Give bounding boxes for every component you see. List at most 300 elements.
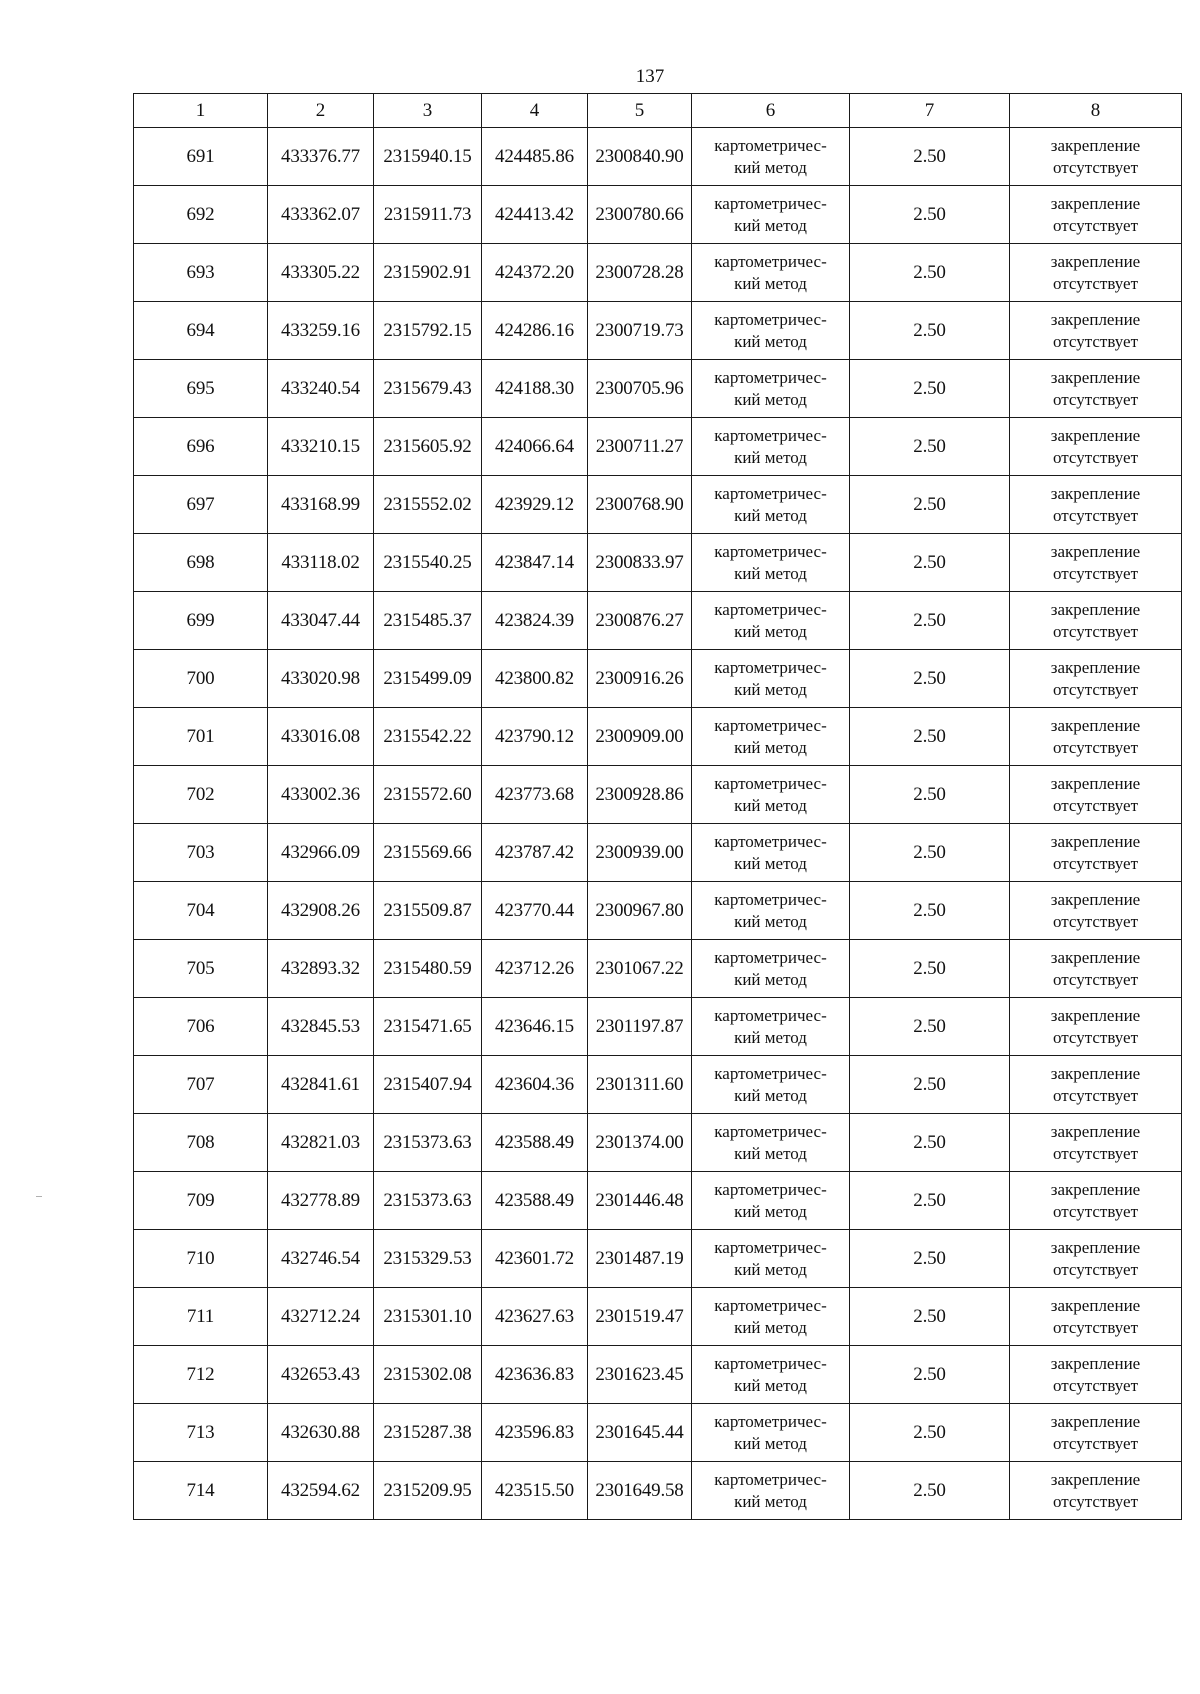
point-number-cell: 707 [134, 1056, 268, 1114]
coordinate-cell-4: 423787.42 [482, 824, 588, 882]
header-cell-3: 3 [374, 94, 482, 128]
method-line-1: картометричес- [714, 1353, 827, 1373]
header-cell-2: 2 [268, 94, 374, 128]
coordinate-cell-3: 2315542.22 [374, 708, 482, 766]
table-row [134, 1462, 1182, 1520]
fixation-line-1: закрепление [1050, 367, 1141, 387]
method-line-1: картометричес- [714, 1469, 827, 1489]
method-cell [692, 534, 850, 592]
table-row [134, 476, 1182, 534]
point-number-cell: 693 [134, 244, 268, 302]
header-row [134, 94, 1182, 128]
method-cell [692, 360, 850, 418]
fixation-line-2: отсутствует [1052, 1491, 1139, 1511]
method-cell [692, 186, 850, 244]
coordinate-cell-3: 2315569.66 [374, 824, 482, 882]
coordinate-cell-5: 2301623.45 [588, 1346, 692, 1404]
coordinate-cell-5: 2300916.26 [588, 650, 692, 708]
coordinate-cell-5: 2300967.80 [588, 882, 692, 940]
method-cell [692, 1114, 850, 1172]
coordinate-cell-5: 2300728.28 [588, 244, 692, 302]
coordinate-cell-3: 2315552.02 [374, 476, 482, 534]
accuracy-cell: 2.50 [850, 1230, 1010, 1288]
fixation-cell [1010, 244, 1182, 302]
method-cell [692, 998, 850, 1056]
scan-mark [36, 1196, 42, 1197]
coordinate-cell-2: 432908.26 [268, 882, 374, 940]
coordinate-cell-3: 2315540.25 [374, 534, 482, 592]
fixation-cell [1010, 360, 1182, 418]
method-line-1: картометричес- [714, 309, 827, 329]
coordinate-cell-5: 2301519.47 [588, 1288, 692, 1346]
coordinate-cell-4: 423646.15 [482, 998, 588, 1056]
point-number-cell: 708 [134, 1114, 268, 1172]
coordinate-cell-4: 423636.83 [482, 1346, 588, 1404]
fixation-cell [1010, 650, 1182, 708]
method-cell [692, 708, 850, 766]
fixation-line-1: закрепление [1050, 425, 1141, 445]
fixation-line-1: закрепление [1050, 831, 1141, 851]
method-line-2: кий метод [734, 331, 807, 351]
table-row [134, 998, 1182, 1056]
coordinate-cell-4: 423604.36 [482, 1056, 588, 1114]
coordinate-cell-3: 2315407.94 [374, 1056, 482, 1114]
coordinate-cell-2: 432712.24 [268, 1288, 374, 1346]
coordinate-cell-3: 2315287.38 [374, 1404, 482, 1462]
coordinates-table [133, 93, 1182, 1520]
fixation-line-2: отсутствует [1052, 1259, 1139, 1279]
fixation-cell [1010, 708, 1182, 766]
coordinate-cell-5: 2301311.60 [588, 1056, 692, 1114]
accuracy-cell: 2.50 [850, 128, 1010, 186]
method-line-1: картометричес- [714, 773, 827, 793]
coordinate-cell-5: 2301645.44 [588, 1404, 692, 1462]
fixation-cell [1010, 186, 1182, 244]
method-line-1: картометричес- [714, 831, 827, 851]
fixation-line-2: отсутствует [1052, 969, 1139, 989]
point-number-cell: 702 [134, 766, 268, 824]
coordinate-cell-2: 432845.53 [268, 998, 374, 1056]
method-cell [692, 940, 850, 998]
fixation-line-2: отсутствует [1052, 621, 1139, 641]
coordinate-cell-5: 2301487.19 [588, 1230, 692, 1288]
method-line-1: картометричес- [714, 947, 827, 967]
coordinate-cell-5: 2300840.90 [588, 128, 692, 186]
fixation-line-1: закрепление [1050, 135, 1141, 155]
method-cell [692, 1404, 850, 1462]
method-cell [692, 824, 850, 882]
method-line-2: кий метод [734, 1317, 807, 1337]
accuracy-cell: 2.50 [850, 186, 1010, 244]
point-number-cell: 697 [134, 476, 268, 534]
fixation-line-1: закрепление [1050, 1237, 1141, 1257]
fixation-line-2: отсутствует [1052, 679, 1139, 699]
coordinate-cell-2: 432594.62 [268, 1462, 374, 1520]
method-line-2: кий метод [734, 1433, 807, 1453]
accuracy-cell: 2.50 [850, 1346, 1010, 1404]
coordinate-cell-3: 2315485.37 [374, 592, 482, 650]
fixation-cell [1010, 766, 1182, 824]
method-line-2: кий метод [734, 795, 807, 815]
accuracy-cell: 2.50 [850, 592, 1010, 650]
method-line-2: кий метод [734, 1259, 807, 1279]
coordinate-cell-2: 433002.36 [268, 766, 374, 824]
method-line-2: кий метод [734, 1201, 807, 1221]
fixation-cell [1010, 824, 1182, 882]
coordinate-cell-4: 424066.64 [482, 418, 588, 476]
point-number-cell: 691 [134, 128, 268, 186]
point-number-cell: 694 [134, 302, 268, 360]
accuracy-cell: 2.50 [850, 1404, 1010, 1462]
method-line-1: картометричес- [714, 657, 827, 677]
coordinate-cell-2: 433259.16 [268, 302, 374, 360]
coordinate-cell-2: 433305.22 [268, 244, 374, 302]
coordinate-cell-4: 423588.49 [482, 1114, 588, 1172]
accuracy-cell: 2.50 [850, 476, 1010, 534]
point-number-cell: 710 [134, 1230, 268, 1288]
point-number-cell: 701 [134, 708, 268, 766]
coordinate-cell-5: 2300876.27 [588, 592, 692, 650]
fixation-line-1: закрепление [1050, 773, 1141, 793]
coordinate-cell-4: 424485.86 [482, 128, 588, 186]
method-cell [692, 1288, 850, 1346]
coordinate-cell-2: 432653.43 [268, 1346, 374, 1404]
method-cell [692, 1172, 850, 1230]
fixation-cell [1010, 476, 1182, 534]
table-row [134, 708, 1182, 766]
point-number-cell: 706 [134, 998, 268, 1056]
method-cell [692, 418, 850, 476]
point-number-cell: 692 [134, 186, 268, 244]
method-line-1: картометричес- [714, 483, 827, 503]
table-row [134, 592, 1182, 650]
coordinate-cell-5: 2301197.87 [588, 998, 692, 1056]
method-cell [692, 1056, 850, 1114]
accuracy-cell: 2.50 [850, 1056, 1010, 1114]
point-number-cell: 709 [134, 1172, 268, 1230]
point-number-cell: 698 [134, 534, 268, 592]
method-cell [692, 1230, 850, 1288]
accuracy-cell: 2.50 [850, 1114, 1010, 1172]
method-line-2: кий метод [734, 157, 807, 177]
coordinate-cell-4: 423596.83 [482, 1404, 588, 1462]
point-number-cell: 712 [134, 1346, 268, 1404]
coordinate-cell-3: 2315373.63 [374, 1172, 482, 1230]
point-number-cell: 700 [134, 650, 268, 708]
coordinate-cell-5: 2300705.96 [588, 360, 692, 418]
fixation-line-1: закрепление [1050, 541, 1141, 561]
coordinate-cell-2: 433168.99 [268, 476, 374, 534]
fixation-line-2: отсутствует [1052, 1143, 1139, 1163]
coordinate-cell-5: 2300711.27 [588, 418, 692, 476]
coordinate-cell-5: 2300833.97 [588, 534, 692, 592]
fixation-line-2: отсутствует [1052, 157, 1139, 177]
coordinate-cell-4: 423773.68 [482, 766, 588, 824]
accuracy-cell: 2.50 [850, 650, 1010, 708]
coordinate-cell-2: 432966.09 [268, 824, 374, 882]
table-row [134, 824, 1182, 882]
coordinate-cell-4: 423627.63 [482, 1288, 588, 1346]
method-line-2: кий метод [734, 1027, 807, 1047]
coordinate-cell-4: 424188.30 [482, 360, 588, 418]
fixation-line-2: отсутствует [1052, 1085, 1139, 1105]
coordinate-cell-2: 432746.54 [268, 1230, 374, 1288]
table-row [134, 244, 1182, 302]
coordinate-cell-4: 424372.20 [482, 244, 588, 302]
method-line-2: кий метод [734, 853, 807, 873]
fixation-line-2: отсутствует [1052, 1027, 1139, 1047]
fixation-line-1: закрепление [1050, 309, 1141, 329]
accuracy-cell: 2.50 [850, 418, 1010, 476]
method-line-2: кий метод [734, 1085, 807, 1105]
method-line-2: кий метод [734, 737, 807, 757]
method-cell [692, 882, 850, 940]
coordinate-cell-5: 2301649.58 [588, 1462, 692, 1520]
method-line-2: кий метод [734, 621, 807, 641]
table-row [134, 534, 1182, 592]
coordinate-cell-4: 423515.50 [482, 1462, 588, 1520]
fixation-line-1: закрепление [1050, 1295, 1141, 1315]
coordinate-cell-3: 2315499.09 [374, 650, 482, 708]
point-number-cell: 714 [134, 1462, 268, 1520]
method-cell [692, 592, 850, 650]
method-line-2: кий метод [734, 215, 807, 235]
coordinate-cell-2: 432630.88 [268, 1404, 374, 1462]
method-line-1: картометричес- [714, 1179, 827, 1199]
fixation-cell [1010, 302, 1182, 360]
method-line-2: кий метод [734, 1143, 807, 1163]
coordinate-cell-4: 423847.14 [482, 534, 588, 592]
point-number-cell: 713 [134, 1404, 268, 1462]
coordinate-cell-2: 433016.08 [268, 708, 374, 766]
method-cell [692, 476, 850, 534]
table-row [134, 1230, 1182, 1288]
accuracy-cell: 2.50 [850, 766, 1010, 824]
coordinate-cell-3: 2315792.15 [374, 302, 482, 360]
header-cell-8: 8 [1010, 94, 1182, 128]
fixation-line-2: отсутствует [1052, 737, 1139, 757]
coordinate-cell-5: 2301374.00 [588, 1114, 692, 1172]
coordinate-cell-5: 2300909.00 [588, 708, 692, 766]
fixation-line-1: закрепление [1050, 715, 1141, 735]
coordinate-cell-4: 423712.26 [482, 940, 588, 998]
fixation-line-2: отсутствует [1052, 447, 1139, 467]
fixation-cell [1010, 1462, 1182, 1520]
fixation-cell [1010, 1056, 1182, 1114]
table-row [134, 940, 1182, 998]
method-cell [692, 302, 850, 360]
point-number-cell: 699 [134, 592, 268, 650]
coordinate-cell-3: 2315329.53 [374, 1230, 482, 1288]
fixation-line-1: закрепление [1050, 251, 1141, 271]
accuracy-cell: 2.50 [850, 1288, 1010, 1346]
coordinate-cell-4: 423770.44 [482, 882, 588, 940]
fixation-cell [1010, 940, 1182, 998]
method-line-2: кий метод [734, 389, 807, 409]
method-line-2: кий метод [734, 1491, 807, 1511]
coordinate-cell-5: 2300939.00 [588, 824, 692, 882]
coordinate-cell-3: 2315902.91 [374, 244, 482, 302]
accuracy-cell: 2.50 [850, 360, 1010, 418]
table-row [134, 302, 1182, 360]
fixation-line-2: отсутствует [1052, 331, 1139, 351]
coordinate-cell-5: 2301067.22 [588, 940, 692, 998]
accuracy-cell: 2.50 [850, 1172, 1010, 1230]
coordinate-cell-3: 2315471.65 [374, 998, 482, 1056]
method-cell [692, 1462, 850, 1520]
coordinate-cell-2: 432841.61 [268, 1056, 374, 1114]
coordinate-cell-4: 424286.16 [482, 302, 588, 360]
table-row [134, 418, 1182, 476]
method-cell [692, 244, 850, 302]
fixation-line-2: отсутствует [1052, 853, 1139, 873]
coordinate-cell-2: 433362.07 [268, 186, 374, 244]
coordinate-cell-3: 2315373.63 [374, 1114, 482, 1172]
coordinate-cell-5: 2300768.90 [588, 476, 692, 534]
fixation-line-1: закрепление [1050, 889, 1141, 909]
fixation-line-1: закрепление [1050, 1121, 1141, 1141]
method-line-1: картометричес- [714, 1121, 827, 1141]
method-line-2: кий метод [734, 679, 807, 699]
fixation-cell [1010, 1346, 1182, 1404]
method-line-1: картометричес- [714, 1237, 827, 1257]
method-cell [692, 128, 850, 186]
point-number-cell: 705 [134, 940, 268, 998]
fixation-cell [1010, 418, 1182, 476]
fixation-line-1: закрепление [1050, 1353, 1141, 1373]
method-line-1: картометричес- [714, 425, 827, 445]
coordinate-cell-2: 432778.89 [268, 1172, 374, 1230]
coordinate-cell-4: 423929.12 [482, 476, 588, 534]
table-row [134, 766, 1182, 824]
coordinate-cell-3: 2315679.43 [374, 360, 482, 418]
method-line-2: кий метод [734, 447, 807, 467]
coordinate-cell-2: 432893.32 [268, 940, 374, 998]
fixation-cell [1010, 1404, 1182, 1462]
table-row [134, 1114, 1182, 1172]
point-number-cell: 704 [134, 882, 268, 940]
method-line-1: картометричес- [714, 251, 827, 271]
method-line-2: кий метод [734, 911, 807, 931]
method-cell [692, 766, 850, 824]
fixation-line-2: отсутствует [1052, 795, 1139, 815]
header-cell-7: 7 [850, 94, 1010, 128]
fixation-line-2: отсутствует [1052, 1433, 1139, 1453]
accuracy-cell: 2.50 [850, 244, 1010, 302]
coordinate-cell-5: 2300719.73 [588, 302, 692, 360]
table-row [134, 1404, 1182, 1462]
coordinate-cell-3: 2315480.59 [374, 940, 482, 998]
header-cell-5: 5 [588, 94, 692, 128]
method-line-1: картометричес- [714, 1063, 827, 1083]
accuracy-cell: 2.50 [850, 998, 1010, 1056]
table-header [134, 94, 1182, 128]
coordinate-cell-4: 423601.72 [482, 1230, 588, 1288]
fixation-cell [1010, 592, 1182, 650]
table-row [134, 1288, 1182, 1346]
accuracy-cell: 2.50 [850, 302, 1010, 360]
fixation-line-2: отсутствует [1052, 1201, 1139, 1221]
accuracy-cell: 2.50 [850, 708, 1010, 766]
fixation-line-1: закрепление [1050, 657, 1141, 677]
coordinate-cell-4: 423800.82 [482, 650, 588, 708]
method-line-1: картометричес- [714, 599, 827, 619]
accuracy-cell: 2.50 [850, 940, 1010, 998]
point-number-cell: 696 [134, 418, 268, 476]
coordinate-cell-5: 2300780.66 [588, 186, 692, 244]
fixation-cell [1010, 534, 1182, 592]
coordinate-cell-2: 433240.54 [268, 360, 374, 418]
accuracy-cell: 2.50 [850, 824, 1010, 882]
fixation-line-2: отсутствует [1052, 1375, 1139, 1395]
method-line-1: картометричес- [714, 715, 827, 735]
table-row [134, 1056, 1182, 1114]
method-line-1: картометричес- [714, 1295, 827, 1315]
point-number-cell: 703 [134, 824, 268, 882]
method-line-2: кий метод [734, 505, 807, 525]
method-line-2: кий метод [734, 273, 807, 293]
table-row [134, 186, 1182, 244]
coordinate-cell-2: 433118.02 [268, 534, 374, 592]
table-row [134, 128, 1182, 186]
method-line-2: кий метод [734, 969, 807, 989]
accuracy-cell: 2.50 [850, 1462, 1010, 1520]
coordinate-cell-4: 423588.49 [482, 1172, 588, 1230]
table-row [134, 1346, 1182, 1404]
coordinate-cell-3: 2315940.15 [374, 128, 482, 186]
fixation-cell [1010, 1114, 1182, 1172]
point-number-cell: 711 [134, 1288, 268, 1346]
coordinate-cell-2: 432821.03 [268, 1114, 374, 1172]
coordinate-cell-3: 2315572.60 [374, 766, 482, 824]
coordinate-cell-3: 2315209.95 [374, 1462, 482, 1520]
method-line-1: картометричес- [714, 135, 827, 155]
table-row [134, 650, 1182, 708]
method-line-1: картометричес- [714, 541, 827, 561]
table-row [134, 1172, 1182, 1230]
table-row [134, 360, 1182, 418]
fixation-line-2: отсутствует [1052, 1317, 1139, 1337]
coordinate-cell-4: 423824.39 [482, 592, 588, 650]
coordinate-cell-2: 433047.44 [268, 592, 374, 650]
method-line-1: картометричес- [714, 889, 827, 909]
method-cell [692, 650, 850, 708]
method-line-2: кий метод [734, 1375, 807, 1395]
fixation-line-1: закрепление [1050, 483, 1141, 503]
fixation-line-1: закрепление [1050, 599, 1141, 619]
coordinate-cell-2: 433020.98 [268, 650, 374, 708]
coordinate-cell-3: 2315301.10 [374, 1288, 482, 1346]
coordinate-cell-3: 2315302.08 [374, 1346, 482, 1404]
coordinate-cell-4: 423790.12 [482, 708, 588, 766]
header-cell-4: 4 [482, 94, 588, 128]
point-number-cell: 695 [134, 360, 268, 418]
fixation-line-2: отсутствует [1052, 389, 1139, 409]
fixation-line-1: закрепление [1050, 947, 1141, 967]
coordinate-cell-2: 433210.15 [268, 418, 374, 476]
fixation-cell [1010, 998, 1182, 1056]
method-cell [692, 1346, 850, 1404]
coordinate-cell-3: 2315911.73 [374, 186, 482, 244]
method-line-1: картометричес- [714, 1411, 827, 1431]
fixation-cell [1010, 1172, 1182, 1230]
accuracy-cell: 2.50 [850, 534, 1010, 592]
header-cell-1: 1 [134, 94, 268, 128]
fixation-line-2: отсутствует [1052, 215, 1139, 235]
table-body [134, 128, 1182, 1520]
coordinate-cell-3: 2315605.92 [374, 418, 482, 476]
fixation-line-1: закрепление [1050, 1005, 1141, 1025]
